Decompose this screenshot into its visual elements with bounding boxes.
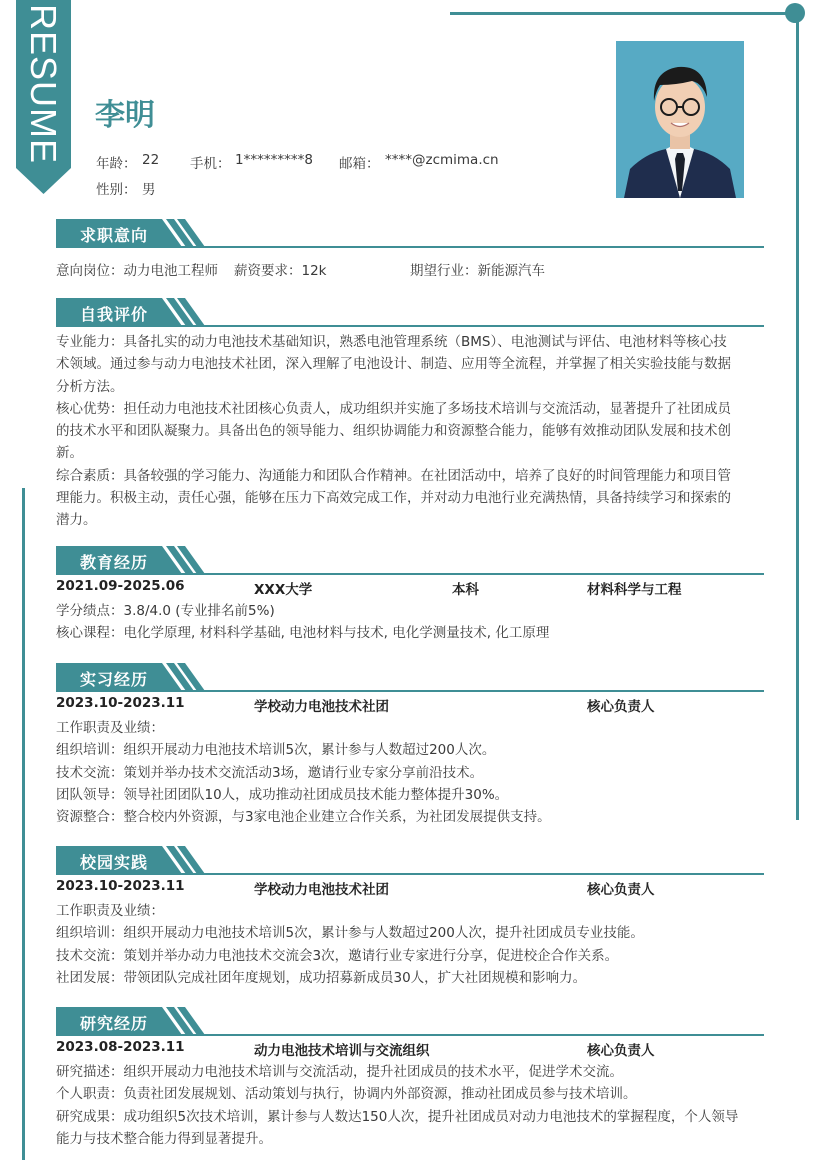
research-title: 研究经历 <box>80 1014 149 1033</box>
campus-role: 核心负责人 <box>587 882 655 898</box>
internship-section <box>56 663 764 828</box>
internship-line: 组织培训：组织开展动力电池技术培训5次，累计参与人数超过200人次。 <box>56 742 496 759</box>
campus-period: 2023.10-2023.11 <box>56 878 185 894</box>
internship-org: 学校动力电池技术社团 <box>254 699 389 715</box>
email-value: ****@zcmima.cn <box>385 152 499 168</box>
research-summary-row <box>56 1037 764 1061</box>
internship-line: 团队领导：领导社团团队10人，成功推动社团成员技术能力整体提升30%。 <box>56 786 509 803</box>
education-school: XXX大学 <box>254 582 313 598</box>
campus-line: 社团发展：带领团队完成社团年度规划，成功招募新成员30人，扩大社团规模和影响力。 <box>56 969 587 986</box>
candidate-name: 李明 <box>95 98 155 133</box>
self-eval-header <box>56 298 764 328</box>
research-role: 核心负责人 <box>587 1043 655 1059</box>
section-rule <box>56 1034 764 1036</box>
internship-line: 工作职责及业绩： <box>56 720 164 736</box>
section-rule <box>56 246 764 248</box>
age-label: 年龄： <box>96 156 137 172</box>
age-value: 22 <box>142 152 160 168</box>
internship-line: 技术交流：策划并举办技术交流活动3场，邀请行业专家分享前沿技术。 <box>56 764 484 781</box>
resume-ribbon-text: RESUME <box>23 3 65 165</box>
self-eval-section <box>56 298 764 532</box>
education-line: 学分绩点：3.8/4.0 (专业排名前5%) <box>56 603 275 619</box>
internship-summary-row <box>56 693 764 717</box>
research-section <box>56 1007 764 1150</box>
top-decor-line <box>450 12 795 15</box>
gender-value: 男 <box>142 182 156 198</box>
self-eval-line: 的技术水平和团队凝聚力。具备出色的领导能力、组织协调能力和资源整合能力，能够有效推动团队发展和技术创 <box>56 423 731 440</box>
research-line: 研究成果：成功组织5次技术培训，累计参与人数达150人次，提升社团成员对动力电池技术的掌握程度，个人领导 <box>56 1108 739 1125</box>
internship-role: 核心负责人 <box>587 699 655 715</box>
education-header <box>56 546 764 576</box>
objective-industry: 期望行业：新能源汽车 <box>410 263 545 279</box>
research-line: 个人职责：负责社团发展规划、活动策划与执行，协调内外部资源，推动社团成员参与技术培训。 <box>56 1086 637 1103</box>
campus-section <box>56 846 764 989</box>
section-rule <box>56 573 764 575</box>
objective-row <box>56 260 764 282</box>
self-eval-body <box>56 331 764 532</box>
self-eval-line: 潜力。 <box>56 512 97 529</box>
education-degree: 本科 <box>452 582 479 598</box>
objective-section <box>56 219 764 282</box>
objective-position: 意向岗位：动力电池工程师 <box>56 263 218 279</box>
research-period: 2023.08-2023.11 <box>56 1039 185 1055</box>
phone-label: 手机： <box>190 156 231 172</box>
gender-label: 性别： <box>96 182 137 198</box>
top-decor-dot <box>785 3 805 23</box>
objective-title: 求职意向 <box>80 226 149 245</box>
section-rule <box>56 690 764 692</box>
internship-title: 实习经历 <box>80 670 149 689</box>
right-decor-line <box>796 20 799 820</box>
self-eval-line: 专业能力：具备扎实的动力电池技术基础知识，熟悉电池管理系统（BMS）、电池测试与评估、电池材料等核心技 <box>56 334 727 350</box>
objective-salary: 薪资要求：12k <box>234 263 327 279</box>
campus-title: 校园实践 <box>80 853 149 872</box>
self-eval-line: 分析方法。 <box>56 378 124 395</box>
left-decor-line <box>22 488 25 1160</box>
resume-ribbon <box>16 0 71 194</box>
campus-org: 学校动力电池技术社团 <box>254 882 389 898</box>
campus-summary-row <box>56 876 764 900</box>
education-title: 教育经历 <box>80 553 149 572</box>
internship-period: 2023.10-2023.11 <box>56 695 185 711</box>
campus-header <box>56 846 764 876</box>
internship-header <box>56 663 764 693</box>
research-header <box>56 1007 764 1037</box>
research-org: 动力电池技术培训与交流组织 <box>254 1043 430 1059</box>
education-section <box>56 546 764 645</box>
phone-value: 1*********8 <box>235 152 313 168</box>
education-line: 核心课程：电化学原理, 材料科学基础, 电池材料与技术, 电化学测量技术, 化工原理 <box>56 625 550 642</box>
education-major: 材料科学与工程 <box>587 582 682 598</box>
campus-line: 技术交流：策划并举办动力电池技术交流会3次，邀请行业专家进行分享，促进校企合作关系。 <box>56 947 619 964</box>
self-eval-line: 术领域。通过参与动力电池技术社团，深入理解了电池设计、制造、应用等全流程，并掌握了相关实验技能与数据 <box>56 356 731 373</box>
email-label: 邮箱： <box>339 156 380 172</box>
self-eval-line: 理能力。积极主动，责任心强，能够在压力下高效完成工作，并对动力电池行业充满热情，具备持续学习和探索的 <box>56 490 731 507</box>
education-period: 2021.09-2025.06 <box>56 578 185 594</box>
self-eval-line: 新。 <box>56 445 83 462</box>
research-line: 研究描述：组织开展动力电池技术培训与交流活动，提升社团成员的技术水平，促进学术交流。 <box>56 1064 623 1080</box>
self-eval-line: 核心优势：担任动力电池技术社团核心负责人，成功组织并实施了多场技术培训与交流活动，显著提升了社团成员 <box>56 400 731 417</box>
self-eval-line: 综合素质：具备较强的学习能力、沟通能力和团队合作精神。在社团活动中，培养了良好的时间管理能力和项目管 <box>56 467 731 484</box>
internship-line: 资源整合：整合校内外资源，与3家电池企业建立合作关系，为社团发展提供支持。 <box>56 809 551 826</box>
section-rule <box>56 325 764 327</box>
self-eval-title: 自我评价 <box>80 305 149 324</box>
campus-line: 组织培训：组织开展动力电池技术培训5次，累计参与人数超过200人次，提升社团成员专业技能。 <box>56 925 644 942</box>
education-summary-row <box>56 576 764 600</box>
profile-photo <box>616 41 744 198</box>
campus-line: 工作职责及业绩： <box>56 903 164 919</box>
objective-header <box>56 219 764 249</box>
section-rule <box>56 873 764 875</box>
research-line: 能力与技术整合能力得到显著提升。 <box>56 1130 272 1147</box>
